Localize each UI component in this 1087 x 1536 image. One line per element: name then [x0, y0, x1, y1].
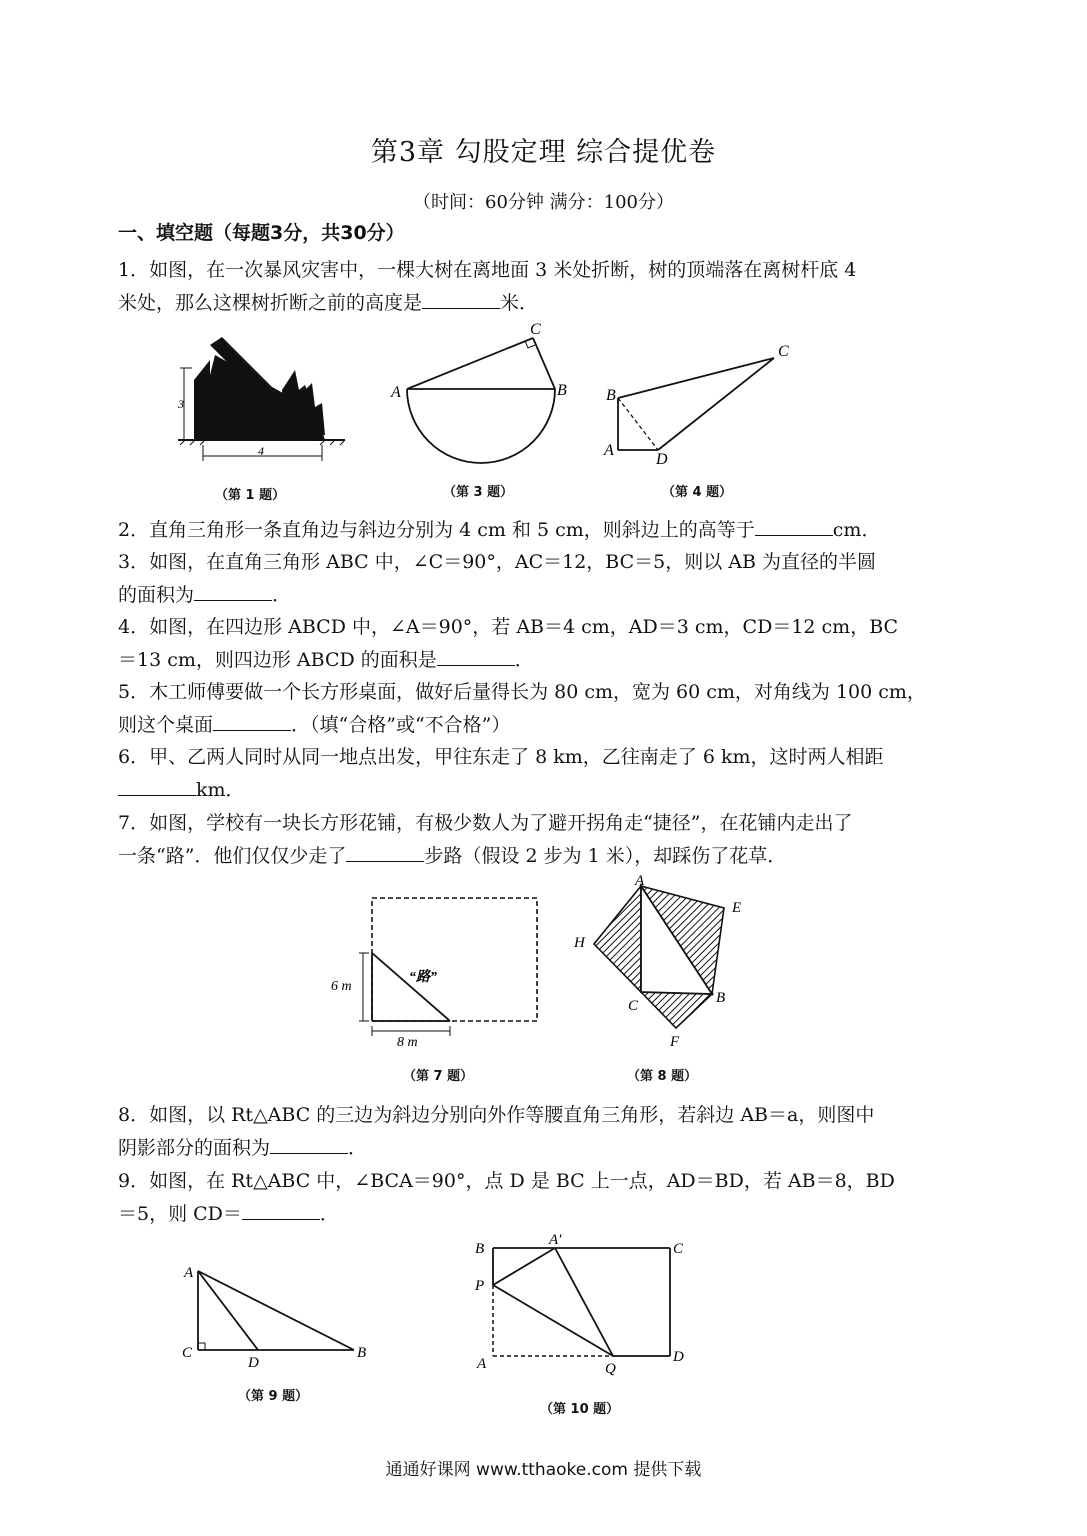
point-p: P	[475, 1278, 485, 1294]
q1-line2: 米处，那么这棵树折断之前的高度是 米．	[118, 292, 539, 314]
point-a: A	[184, 1265, 194, 1281]
tree-trunk	[194, 360, 210, 440]
diagonal-bd	[618, 398, 658, 450]
point-a: A	[604, 442, 614, 459]
side-ac	[407, 338, 533, 389]
answer-blank[interactable]	[437, 647, 515, 666]
q5-line1: 5．木工师傅要做一个长方形桌面，做好后量得长为 80 cm，宽为 60 cm，对角线为 100 cm，	[118, 681, 926, 703]
point-b: B	[475, 1241, 485, 1257]
point-d: D	[656, 451, 668, 468]
figure-7-caption: （第 7 题）	[403, 1069, 474, 1084]
q7-line1: 7．如图，学校有一块长方形花铺，有极少数人为了避开拐角走“捷径”，在花铺内走出了	[118, 812, 853, 834]
exam-info: （时间：60分钟 满分：100分）	[413, 192, 674, 213]
figure-3-semicircle	[385, 318, 575, 468]
figure-8-caption: （第 8 题）	[627, 1069, 698, 1084]
figure-9-triangle	[170, 1255, 380, 1375]
point-c: C	[778, 343, 789, 360]
point-h: H	[574, 935, 585, 951]
q5-line2: 则这个桌面 ．（填“合格”或“不合格”）	[118, 714, 511, 736]
answer-blank[interactable]	[422, 290, 500, 309]
q6-line1: 6．甲、乙两人同时从同一地点出发，甲往东走了 8 km，乙往南走了 6 km，这时两人相距	[118, 746, 884, 768]
point-a: A	[391, 384, 401, 401]
segment-pa2	[493, 1248, 555, 1285]
q8-line2: 阴影部分的面积为 ．	[118, 1137, 368, 1159]
q6-line2: km．	[118, 775, 245, 802]
point-f: F	[670, 1034, 680, 1050]
figure-4-caption: （第 4 题）	[662, 485, 733, 500]
side-bc	[533, 338, 555, 389]
q1-line1: 1．如图，在一次暴风灾害中，一棵大树在离地面 3 米处折断，树的顶端落在离树杆底 4	[118, 259, 857, 281]
point-b: B	[557, 382, 567, 399]
road-diagonal	[372, 953, 450, 1021]
point-b: B	[357, 1345, 367, 1361]
q4-line2: ＝13 cm，则四边形 ABCD 的面积是 ．	[118, 649, 534, 671]
figure-10-rectangle	[465, 1228, 695, 1378]
flowerbed-outline	[372, 898, 537, 1021]
tree-top	[282, 370, 325, 435]
height-label: 3	[178, 397, 184, 411]
point-e: E	[732, 900, 742, 916]
semicircle-arc	[407, 389, 555, 463]
point-c: C	[628, 998, 639, 1014]
side-cd	[658, 358, 774, 450]
figure-8-triangles	[570, 872, 755, 1052]
q9-line1: 9．如图，在 Rt△ABC 中，∠BCA＝90°，点 D 是 BC 上一点，AD＝BD，若 AB＝8，BD	[118, 1170, 895, 1192]
shaded-triangle-bcf	[641, 992, 712, 1028]
point-c: C	[673, 1241, 684, 1257]
fold-line-pq	[493, 1285, 613, 1356]
point-b: B	[716, 990, 726, 1006]
point-d: D	[248, 1355, 259, 1371]
answer-blank[interactable]	[242, 1201, 320, 1220]
q2-line: 2．直角三角形一条直角边与斜边分别为 4 cm 和 5 cm，则斜边上的高等于 cm．	[118, 519, 881, 541]
point-b: B	[606, 387, 616, 404]
width-label: 4	[258, 444, 264, 458]
q7-line2: 一条“路”．他们仅仅少走了 步路（假设 2 步为 1 米），却踩伤了花草．	[118, 845, 787, 867]
figure-7-flowerbed	[325, 888, 545, 1058]
segment-ad	[198, 1271, 258, 1350]
section-heading: 一、填空题（每题3分，共30分）	[118, 222, 405, 244]
side-ab	[198, 1271, 354, 1350]
answer-blank[interactable]	[194, 582, 272, 601]
point-q: Q	[605, 1361, 616, 1377]
page-title: 第3章 勾股定理 综合提优卷	[370, 137, 717, 168]
answer-blank[interactable]	[346, 843, 424, 862]
q3-line1: 3．如图，在直角三角形 ABC 中，∠C＝90°，AC＝12，BC＝5，则以 AB 为直径的半圆	[118, 551, 877, 573]
point-a-prime: A′	[549, 1232, 562, 1248]
q3-line2: 的面积为 ．	[118, 584, 292, 606]
figure-3-caption: （第 3 题）	[443, 485, 514, 500]
point-d: D	[673, 1349, 684, 1365]
point-c: C	[182, 1345, 193, 1361]
figure-1-tree	[170, 335, 355, 465]
q8-line1: 8．如图，以 Rt△ABC 的三边为斜边分别向外作等腰直角三角形，若斜边 AB＝a，则图中	[118, 1104, 875, 1126]
q4-line1: 4．如图，在四边形 ABCD 中，∠A＝90°，若 AB＝4 cm，AD＝3 cm，CD＝12 cm，BC	[118, 616, 899, 638]
width-label: 8 m	[397, 1035, 418, 1050]
height-label: 6 m	[331, 979, 352, 994]
answer-blank[interactable]	[755, 517, 833, 536]
figure-1-caption: （第 1 题）	[215, 488, 286, 503]
answer-blank[interactable]	[118, 777, 196, 796]
q9-line2: ＝5，则 CD＝ ．	[118, 1203, 339, 1225]
answer-blank[interactable]	[270, 1135, 348, 1154]
answer-blank[interactable]	[213, 712, 291, 731]
point-a: A	[477, 1356, 487, 1372]
point-a: A	[635, 873, 645, 889]
figure-4-quadrilateral	[598, 338, 798, 468]
figure-9-caption: （第 9 题）	[238, 1389, 309, 1404]
point-c: C	[530, 321, 541, 338]
shaded-triangle-ach	[594, 886, 641, 992]
figure-10-caption: （第 10 题）	[540, 1402, 620, 1417]
side-bc	[618, 358, 774, 398]
road-label: “路”	[409, 970, 437, 985]
page-footer: 通通好课网 www.tthaoke.com 提供下载	[385, 1460, 702, 1480]
